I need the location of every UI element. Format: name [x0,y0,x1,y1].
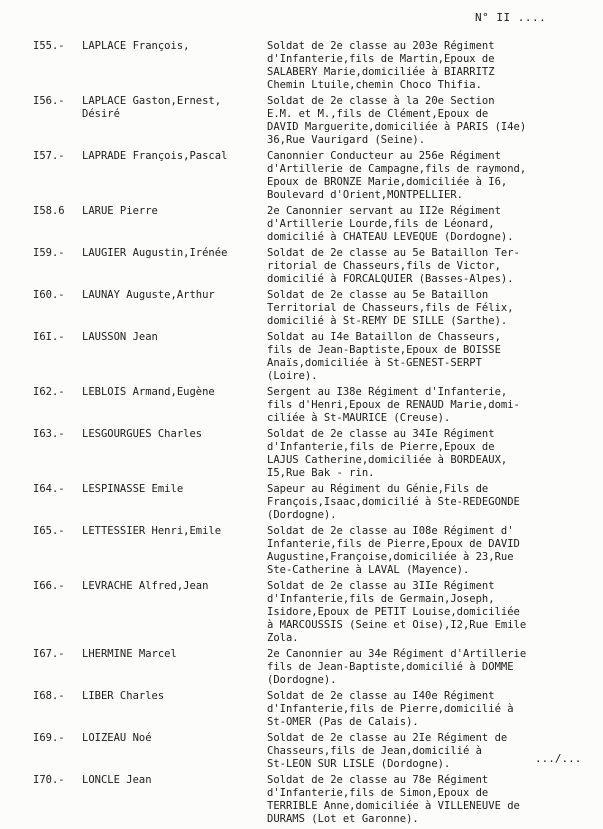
entry-name: LIBER Charles [82,690,165,702]
description-line: Ste-Catherine à LAVAL (Mayence). [267,564,470,576]
entry-number: I60.- [33,289,65,301]
description-line: Zola. [267,632,299,644]
description-line: fils d'Henri,Epoux de RENAUD Marie,domi- [267,399,520,411]
entry-number: I6I.- [33,331,65,343]
list-item [0,732,603,771]
description-line: Canonnier Conducteur au 256e Régiment [267,150,501,162]
entry-number: I65.- [33,525,65,537]
description-line: Soldat de 2e classe au 3IIe Régiment [267,580,495,592]
entry-name: LHERMINE Marcel [82,648,177,660]
description-line: E.M. et M.,fils de Clément,Epoux de [267,108,489,120]
description-line: Soldat de 2e classe au I08e Régiment d' [267,525,514,537]
description-line: (Loire). [267,370,318,382]
list-item [0,205,603,244]
entry-description [267,774,577,826]
list-item [0,386,603,425]
description-line: domicilié à St-REMY DE SILLE (Sarthe). [267,315,508,327]
description-line: DURAMS (Lot et Garonne). [267,813,419,825]
entry-name: LAUNAY Auguste,Arthur [82,289,215,301]
list-item [0,648,603,687]
entry-description [267,525,577,577]
entry-description [267,331,577,383]
description-line: Soldat de 2e classe au 5e Bataillon [267,289,489,301]
description-line: à MARCOUSSIS (Seine et Oise),I2,Rue Emile [267,619,527,631]
entry-description [267,483,577,522]
description-line: St-OMER (Pas de Calais). [267,716,419,728]
description-line: Chasseurs,fils de Jean,domicilié à [267,745,482,757]
page-number: N° II .... [475,11,547,24]
description-line: I5,Rue Bak - rin. [267,467,375,479]
description-line: 36,Rue Vaurigard (Seine). [267,134,426,146]
description-line: Boulevard d'Orient,MONTPELLIER. [267,189,463,201]
entry-description [267,95,577,147]
description-line: Sergent au I38e Régiment d'Infanterie, [267,386,508,398]
continuation-mark: .../... [535,752,582,765]
entry-number: I64.- [33,483,65,495]
description-line: fils de Jean-Baptiste,Epoux de BOISSE [267,344,501,356]
entry-number: I56.- [33,95,65,107]
entry-description [267,247,577,286]
description-line: Infanterie,fils de Pierre,Epoux de DAVID [267,538,520,550]
entry-name: LESPINASSE Emile [82,483,184,495]
entry-description [267,580,577,645]
entry-number: I57.- [33,150,65,162]
entry-name: LOIZEAU Noé [82,732,152,744]
entry-name: LAUSSON Jean [82,331,158,343]
list-item [0,483,603,522]
description-line: domicilié à CHATEAU LEVEQUE (Dordogne). [267,231,514,243]
description-line: d'Infanterie,fils de Pierre,domicilié à [267,703,514,715]
entry-description [267,690,577,729]
list-item [0,95,603,147]
description-line: Augustine,Françoise,domiciliée à 23,Rue [267,551,514,563]
list-item [0,247,603,286]
description-line: Soldat de 2e classe au 34Ie Régiment [267,428,495,440]
list-item [0,690,603,729]
entry-number: I55.- [33,40,65,52]
entry-name: LAUGIER Augustin,Irénée [82,247,228,259]
entry-list [0,40,603,829]
description-line: Soldat de 2e classe à la 20e Section [267,95,495,107]
description-line: (Dordogne). [267,674,337,686]
description-line: DAVID Marguerite,domiciliée à PARIS (I4e) [267,121,527,133]
description-line: d'Artillerie Lourde,fils de Léonard, [267,218,495,230]
entry-description [267,386,577,425]
entry-number: I67.- [33,648,65,660]
entry-number: I68.- [33,690,65,702]
description-line: Territorial de Chasseurs,fils de Félix, [267,302,514,314]
entry-number: I58.6 [33,205,65,217]
description-line: François,Isaac,domicilié à Ste-REDEGONDE [267,496,520,508]
description-line: Isidore,Epoux de PETIT Louise,domiciliée [267,606,520,618]
description-line: d'Infanterie,fils de Pierre,Epoux de [267,441,495,453]
description-line: SALABERY Marie,domiciliée à BIARRITZ [267,66,495,78]
description-line: Epoux de BRONZE Marie,domiciliée à I6, [267,176,508,188]
entry-name: LAPLACE Gaston,Ernest, Désiré [82,95,222,120]
description-line: 2e Canonnier au 34e Régiment d'Artillerie [267,648,527,660]
entry-description [267,40,577,92]
description-line: d'Artillerie de Campagne,fils de raymond, [267,163,527,175]
description-line: LAJUS Catherine,domiciliée à BORDEAUX, [267,454,508,466]
description-line: 2e Canonnier servant au II2e Régiment [267,205,501,217]
description-line: ciliée à St-MAURICE (Creuse). [267,412,451,424]
list-item [0,150,603,202]
description-line: d'Infanterie,fils de Simon,Epoux de [267,787,489,799]
description-line: Chemin Ltuile,chemin Choco Thifia. [267,79,482,91]
list-item [0,289,603,328]
list-item [0,580,603,645]
entry-description [267,289,577,328]
entry-name: LAPLACE François, [82,40,190,52]
description-line: TERRIBLE Anne,domiciliée à VILLENEUVE de [267,800,520,812]
entry-name: LEBLOIS Armand,Eugène [82,386,215,398]
description-line: domicilié à FORCALQUIER (Basses-Alpes). [267,273,514,285]
description-line: ritorial de Chasseurs,fils de Victor, [267,260,501,272]
entry-number: I59.- [33,247,65,259]
description-line: Soldat de 2e classe au 203e Régiment [267,40,495,52]
description-line: Soldat de 2e classe au 78e Régiment [267,774,489,786]
entry-number: I66.- [33,580,65,592]
list-item [0,331,603,383]
description-line: d'Infanterie,fils de Germain,Joseph, [267,593,495,605]
entry-name: LETTESSIER Henri,Emile [82,525,222,537]
description-line: (Dordogne). [267,509,337,521]
entry-description [267,150,577,202]
entry-name: LEVRACHE Alfred,Jean [82,580,209,592]
description-line: St-LEON SUR LISLE (Dordogne). [267,758,451,770]
list-item [0,525,603,577]
entry-description [267,732,577,771]
entry-number: I63.- [33,428,65,440]
list-item [0,428,603,480]
description-line: d'Infanterie,fils de Martin,Epoux de [267,53,495,65]
description-line: Soldat de 2e classe au 5e Bataillon Ter- [267,247,520,259]
entry-name: LONCLE Jean [82,774,152,786]
description-line: Sapeur au Régiment du Génie,Fils de [267,483,489,495]
entry-name: LESGOURGUES Charles [82,428,203,440]
description-line: Anaïs,domiciliée à St-GENEST-SERPT [267,357,482,369]
list-item [0,774,603,826]
description-line: fils de Jean-Baptiste,domicilié à DOMME [267,661,514,673]
entry-name: LARUE Pierre [82,205,158,217]
description-line: Soldat de 2e classe au I40e Régiment [267,690,495,702]
entry-number: I70.- [33,774,65,786]
entry-description [267,205,577,244]
entry-number: I62.- [33,386,65,398]
description-line: Soldat au I4e Bataillon de Chasseurs, [267,331,501,343]
description-line: Soldat de 2e classe au 2Ie Régiment de [267,732,508,744]
entry-description [267,428,577,480]
entry-name: LAPRADE François,Pascal [82,150,228,162]
entry-description [267,648,577,687]
entry-number: I69.- [33,732,65,744]
list-item [0,40,603,92]
